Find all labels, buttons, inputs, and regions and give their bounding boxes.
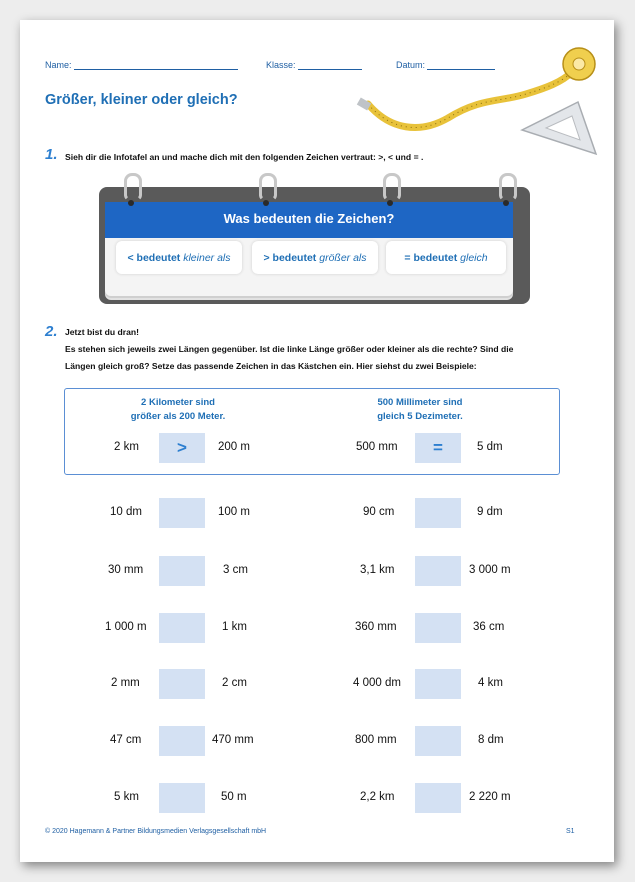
row-3-right-b: 36 cm — [473, 621, 505, 633]
example-1-caption-line-1: 2 Kilometer sind — [141, 397, 215, 408]
ring-icon — [499, 173, 517, 201]
row-2-left-a: 30 mm — [108, 564, 144, 576]
row-2-right-b: 3 000 m — [469, 564, 511, 576]
class-field[interactable] — [266, 60, 362, 70]
name-label: Name: — [45, 60, 72, 70]
tape-measure-and-set-square-illustration — [350, 42, 600, 157]
task-2-line-2: Es stehen sich jeweils zwei Längen gegenüber. Ist die linke Länge größer oder kleiner als die rechte? Sind die — [65, 344, 514, 354]
name-field[interactable] — [45, 60, 238, 70]
row-1-left-a: 10 dm — [110, 506, 142, 518]
sign-less-italic: kleiner als — [183, 251, 231, 264]
row-4-right-b: 4 km — [478, 677, 503, 689]
example-1-right-length: 200 m — [218, 441, 250, 453]
ring-hole-icon — [128, 200, 134, 206]
row-1-answer-box-left[interactable] — [159, 498, 205, 528]
task-1-text: Sieh dir die Infotafel an und mache dich mit den folgenden Zeichen vertraut: >, < und = . — [65, 152, 424, 162]
page-number: S1 — [566, 828, 575, 835]
sign-card-greater — [252, 241, 378, 274]
row-2-right-a: 3,1 km — [360, 564, 395, 576]
ring-icon — [383, 173, 401, 201]
sign-card-equal — [386, 241, 506, 274]
task-2-number: 2. — [45, 323, 58, 340]
example-1-answer-box — [159, 433, 205, 463]
example-1-caption — [108, 396, 248, 424]
example-2-caption-line-2: gleich 5 Dezimeter. — [377, 411, 463, 422]
sign-greater-bold: > bedeutet — [263, 251, 317, 264]
worksheet-title: Größer, kleiner oder gleich? — [45, 92, 238, 108]
worksheet-page — [20, 20, 614, 862]
copyright-footer: © 2020 Hagemann & Partner Bildungsmedien Verlagsgesellschaft mbH — [45, 828, 267, 835]
sign-card-less — [116, 241, 242, 274]
date-label: Datum: — [396, 60, 426, 70]
row-6-right-a: 2,2 km — [360, 791, 395, 803]
row-6-left-b: 50 m — [221, 791, 247, 803]
row-5-right-b: 8 dm — [478, 734, 504, 746]
row-3-right-a: 360 mm — [355, 621, 397, 633]
row-4-answer-box-left[interactable] — [159, 669, 205, 699]
task-2-line-3: Längen gleich groß? Setze das passende Zeichen in das Kästchen ein. Hier siehst du zwei Beispiele: — [65, 361, 477, 371]
row-5-left-b: 470 mm — [212, 734, 254, 746]
set-square-icon — [522, 102, 596, 154]
row-5-right-a: 800 mm — [355, 734, 397, 746]
example-1-caption-line-2: größer als 200 Meter. — [130, 411, 226, 422]
example-2-right-length: 5 dm — [477, 441, 503, 453]
row-4-left-b: 2 cm — [222, 677, 247, 689]
example-2-answer-box — [415, 433, 461, 463]
class-label: Klasse: — [266, 60, 296, 70]
row-2-answer-box-right[interactable] — [415, 556, 461, 586]
task-1-number: 1. — [45, 146, 58, 163]
ring-hole-icon — [263, 200, 269, 206]
row-6-right-b: 2 220 m — [469, 791, 511, 803]
sign-equal-bold: = bedeutet — [404, 251, 458, 264]
ring-hole-icon — [503, 200, 509, 206]
sign-equal-italic: gleich — [460, 251, 488, 264]
task-2-line-1: Jetzt bist du dran! — [65, 327, 140, 337]
row-3-left-a: 1 000 m — [105, 621, 147, 633]
row-3-left-b: 1 km — [222, 621, 247, 633]
row-1-right-a: 90 cm — [363, 506, 395, 518]
row-4-answer-box-right[interactable] — [415, 669, 461, 699]
row-1-right-b: 9 dm — [477, 506, 503, 518]
row-6-answer-box-left[interactable] — [159, 783, 205, 813]
example-2-sign: = — [433, 438, 443, 457]
row-3-answer-box-right[interactable] — [415, 613, 461, 643]
row-3-answer-box-left[interactable] — [159, 613, 205, 643]
example-2-left-length: 500 mm — [356, 441, 398, 453]
row-5-answer-box-right[interactable] — [415, 726, 461, 756]
info-board-title: Was bedeuten die Zeichen? — [223, 211, 395, 226]
row-5-left-a: 47 cm — [110, 734, 142, 746]
ring-hole-icon — [387, 200, 393, 206]
row-6-answer-box-right[interactable] — [415, 783, 461, 813]
ring-icon — [124, 173, 142, 201]
info-board-header — [105, 202, 513, 238]
example-2-caption — [350, 396, 490, 424]
row-1-left-b: 100 m — [218, 506, 250, 518]
sign-greater-italic: größer als — [319, 251, 367, 264]
row-6-left-a: 5 km — [114, 791, 139, 803]
example-2-caption-line-1: 500 Millimeter sind — [377, 397, 463, 408]
example-1-sign: > — [177, 438, 187, 457]
sign-less-bold: < bedeutet — [127, 251, 181, 264]
row-2-answer-box-left[interactable] — [159, 556, 205, 586]
example-1-left-length: 2 km — [114, 441, 139, 453]
row-1-answer-box-right[interactable] — [415, 498, 461, 528]
row-2-left-b: 3 cm — [223, 564, 248, 576]
name-line[interactable] — [74, 60, 238, 70]
row-5-answer-box-left[interactable] — [159, 726, 205, 756]
ring-icon — [259, 173, 277, 201]
row-4-right-a: 4 000 dm — [353, 677, 401, 689]
row-4-left-a: 2 mm — [111, 677, 140, 689]
